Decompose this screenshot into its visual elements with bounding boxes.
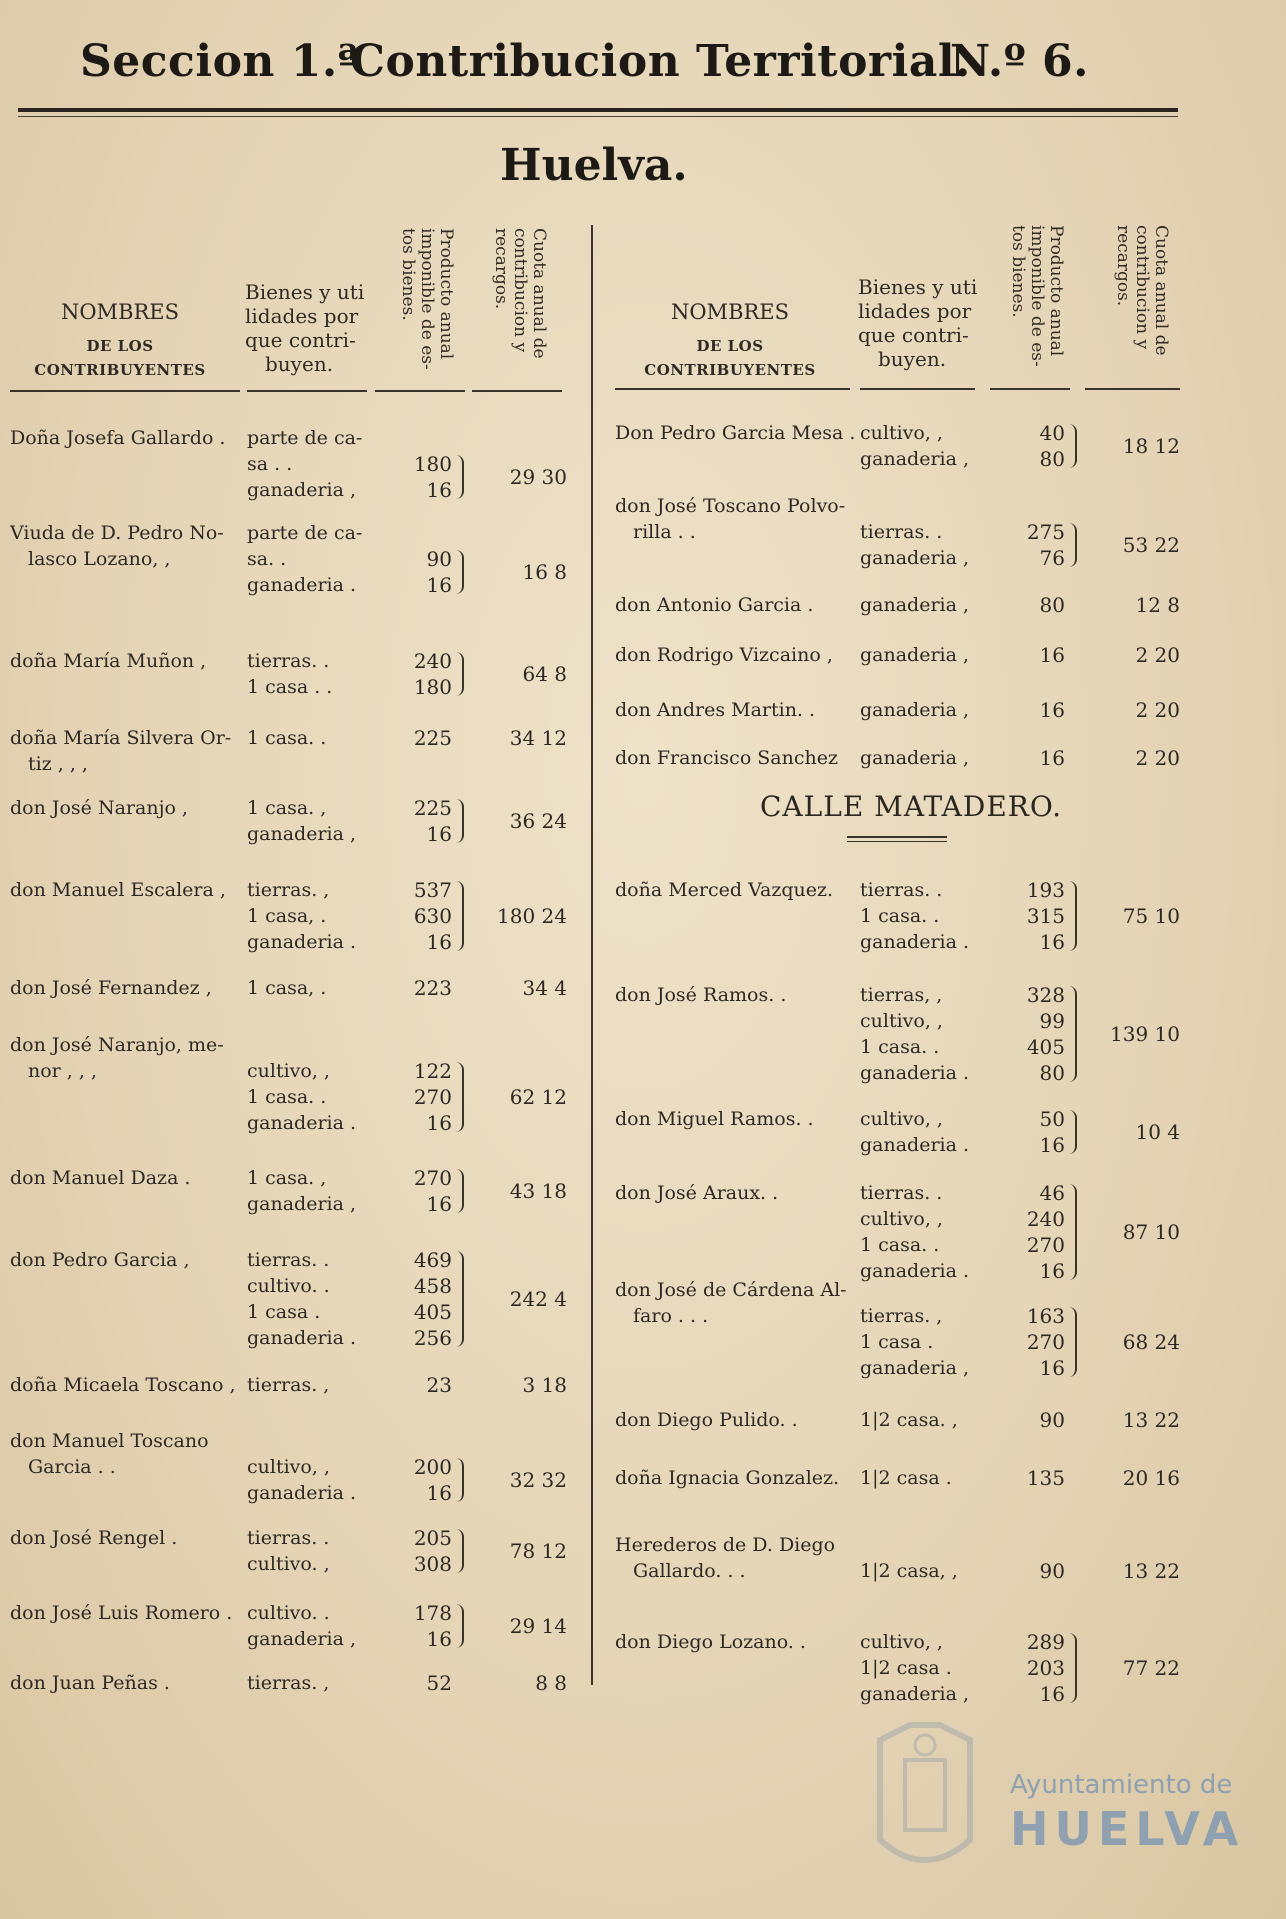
right-entry-goods: ganaderia . — [860, 1134, 970, 1156]
left-entry-quota: 29 30 — [509, 465, 567, 489]
right-entry-value: 99 — [1039, 1009, 1065, 1033]
right-entry-value: 270 — [1026, 1330, 1065, 1354]
left-entry-goods: 1 casa, . — [247, 977, 327, 999]
right-entry-value: 16 — [1039, 1682, 1065, 1706]
header-goods-line: que contri- — [245, 328, 356, 352]
left-entry-quota: 78 12 — [509, 1539, 567, 1563]
left-entry-quota: 29 14 — [509, 1614, 567, 1638]
right-entry-quota: 87 10 — [1122, 1220, 1180, 1244]
header-rule-thin — [18, 116, 1178, 117]
right-entry-goods: 1 casa. . — [860, 1036, 940, 1058]
right-entry-value: 16 — [1039, 746, 1065, 770]
header-underline — [1085, 388, 1180, 390]
right-entry-name: doña Merced Vazquez. — [615, 879, 834, 901]
left-header-product: Producto anual imponible de es- tos bienes. — [398, 228, 456, 370]
right-entry-name: don Miguel Ramos. . — [615, 1108, 814, 1130]
right-entry-quota: 139 10 — [1110, 1022, 1180, 1046]
left-entry-value: 16 — [426, 573, 452, 597]
right-value-brace — [1069, 1110, 1077, 1154]
left-entry-value: 180 — [413, 452, 452, 476]
right-entry-value: 163 — [1026, 1304, 1065, 1328]
right-entry-value: 16 — [1039, 930, 1065, 954]
right-header-goods — [858, 275, 983, 371]
left-entry-value: 52 — [426, 1671, 452, 1695]
right-entry-quota: 2 20 — [1135, 643, 1180, 667]
right-entry-name: don Diego Pulido. . — [615, 1409, 798, 1431]
left-value-brace — [456, 1169, 464, 1213]
right-entry-quota: 18 12 — [1122, 434, 1180, 458]
right-entry-value: 16 — [1039, 643, 1065, 667]
left-entry-goods: ganaderia , — [247, 823, 357, 845]
right-value-brace — [1069, 986, 1077, 1082]
right-entry-goods: 1|2 casa . — [860, 1467, 952, 1489]
left-entry-quota: 62 12 — [509, 1085, 567, 1109]
left-entry-quota: 34 4 — [522, 976, 567, 1000]
left-entry-quota: 34 12 — [509, 726, 567, 750]
left-entry-name: don José Fernandez , — [10, 977, 212, 999]
left-entry-value: 225 — [413, 796, 452, 820]
header-goods-line: lidades por — [245, 304, 359, 328]
right-entry-name: Herederos de D. Diego — [615, 1534, 836, 1556]
header-underline — [472, 390, 562, 392]
right-entry-name: don José Toscano Polvo- — [615, 495, 846, 517]
right-entry-goods: 1|2 casa . — [860, 1657, 952, 1679]
left-entry-goods: sa. . — [247, 548, 287, 570]
left-value-brace — [456, 1604, 464, 1648]
section-rule — [847, 841, 947, 842]
right-entry-name: don Francisco Sanchez — [615, 747, 839, 769]
right-entry-goods: ganaderia . — [860, 1260, 970, 1282]
header-underline — [615, 388, 850, 390]
right-entry-quota: 2 20 — [1135, 698, 1180, 722]
left-entry-name: Garcia . . — [28, 1456, 116, 1478]
left-entry-goods: ganaderia , — [247, 1628, 357, 1650]
header-goods-line: lidades por — [858, 299, 972, 323]
left-entry-value: 122 — [413, 1059, 452, 1083]
right-entry-quota: 20 16 — [1122, 1466, 1180, 1490]
document-number: N.º 6. — [950, 36, 1089, 87]
section-label: Seccion 1.ª — [80, 36, 360, 87]
left-value-brace — [456, 550, 464, 594]
right-entry-name: doña Ignacia Gonzalez. — [615, 1467, 840, 1489]
left-entry-value: 16 — [426, 1627, 452, 1651]
left-entry-value: 16 — [426, 822, 452, 846]
left-entry-name: don Manuel Toscano — [10, 1430, 209, 1452]
left-entry-name: don José Luis Romero . — [10, 1602, 233, 1624]
header-underline — [10, 390, 240, 392]
right-entry-name: don José Araux. . — [615, 1182, 779, 1204]
left-entry-name: Doña Josefa Gallardo . — [10, 427, 226, 449]
right-entry-goods: cultivo, , — [860, 1010, 943, 1032]
left-entry-goods: parte de ca- — [247, 427, 363, 449]
right-entry-value: 90 — [1039, 1559, 1065, 1583]
right-entry-name: don Antonio Garcia . — [615, 594, 814, 616]
right-entry-name: don Andres Martin. . — [615, 699, 816, 721]
document-title: Contribucion Territorial. — [350, 36, 971, 87]
right-entry-goods: tierras. . — [860, 1182, 943, 1204]
left-entry-quota: 3 18 — [522, 1373, 567, 1397]
left-value-brace — [456, 1062, 464, 1132]
left-entry-goods: ganaderia . — [247, 1112, 357, 1134]
left-entry-goods: ganaderia . — [247, 1482, 357, 1504]
header-goods-line: Bienes y uti — [858, 275, 978, 299]
right-entry-goods: tierras. . — [860, 879, 943, 901]
left-header-quota: Cuota anual de contribucion y recargos. — [491, 228, 549, 359]
right-entry-name: faro . . . — [633, 1305, 709, 1327]
left-entry-goods: tierras. , — [247, 1672, 330, 1694]
right-entry-quota: 53 22 — [1122, 533, 1180, 557]
right-entry-goods: ganaderia , — [860, 1683, 970, 1705]
right-entry-name: don José de Cárdena Al- — [615, 1279, 847, 1301]
header-underline — [860, 388, 975, 390]
right-entry-name: rilla . . — [633, 521, 696, 543]
right-entry-value: 270 — [1026, 1233, 1065, 1257]
header-goods-line: Bienes y uti — [245, 280, 365, 304]
right-entry-value: 203 — [1026, 1656, 1065, 1680]
left-entry-goods: tierras. , — [247, 879, 330, 901]
left-entry-goods: 1 casa. . — [247, 727, 327, 749]
left-entry-value: 16 — [426, 1481, 452, 1505]
header-names-line1: NOMBRES — [670, 300, 790, 324]
left-entry-quota: 8 8 — [535, 1671, 567, 1695]
right-entry-name: Don Pedro Garcia Mesa . — [615, 422, 856, 444]
right-value-brace — [1069, 523, 1077, 567]
left-entry-value: 225 — [413, 726, 452, 750]
right-entry-goods: 1|2 casa. , — [860, 1409, 958, 1431]
left-value-brace — [456, 1251, 464, 1347]
watermark-name: Ayuntamiento de — [1010, 1770, 1233, 1800]
left-entry-value: 223 — [413, 976, 452, 1000]
right-entry-goods: cultivo, , — [860, 422, 943, 444]
left-entry-quota: 32 32 — [509, 1468, 567, 1492]
right-entry-goods: tierras, , — [860, 984, 943, 1006]
left-entry-name: Viuda de D. Pedro No- — [10, 522, 224, 544]
right-entry-quota: 13 22 — [1122, 1408, 1180, 1432]
right-entry-name: don Diego Lozano. . — [615, 1631, 806, 1653]
city-title: Huelva. — [500, 140, 688, 191]
left-entry-quota: 242 4 — [509, 1287, 567, 1311]
left-value-brace — [456, 1529, 464, 1573]
right-entry-quota: 2 20 — [1135, 746, 1180, 770]
left-entry-quota: 36 24 — [509, 809, 567, 833]
watermark-city: HUELVA — [1010, 1802, 1245, 1856]
right-entry-value: 80 — [1039, 1061, 1065, 1085]
right-entry-goods: ganaderia , — [860, 1357, 970, 1379]
left-entry-goods: cultivo, , — [247, 1060, 330, 1082]
left-entry-name: don Juan Peñas . — [10, 1672, 170, 1694]
right-entry-goods: 1 casa. . — [860, 905, 940, 927]
right-entry-goods: cultivo, , — [860, 1108, 943, 1130]
header-underline — [375, 390, 465, 392]
left-entry-quota: 16 8 — [522, 560, 567, 584]
left-entry-name: don Manuel Escalera , — [10, 879, 226, 901]
left-entry-name: doña María Silvera Or- — [10, 727, 232, 749]
left-entry-goods: tierras. . — [247, 650, 330, 672]
left-value-brace — [456, 652, 464, 696]
right-entry-goods: ganaderia . — [860, 1062, 970, 1084]
left-entry-value: 16 — [426, 478, 452, 502]
right-entry-value: 240 — [1026, 1207, 1065, 1231]
right-header-product: Producto anual imponible de es- tos bienes. — [1008, 225, 1066, 367]
left-entry-goods: 1 casa. , — [247, 1167, 327, 1189]
right-entry-quota: 77 22 — [1122, 1656, 1180, 1680]
right-header-quota: Cuota anual de contribucion y recargos. — [1113, 225, 1171, 356]
left-entry-goods: 1 casa. . — [247, 1086, 327, 1108]
section-title: CALLE MATADERO. — [760, 790, 1063, 823]
left-entry-goods: cultivo. . — [247, 1275, 330, 1297]
right-entry-goods: tierras. . — [860, 521, 943, 543]
right-value-brace — [1069, 881, 1077, 951]
right-entry-goods: ganaderia , — [860, 644, 970, 666]
left-entry-goods: ganaderia , — [247, 1193, 357, 1215]
left-entry-value: 256 — [413, 1326, 452, 1350]
column-separator — [591, 225, 593, 1685]
right-entry-value: 315 — [1026, 904, 1065, 928]
left-value-brace — [456, 881, 464, 951]
left-entry-goods: 1 casa, . — [247, 905, 327, 927]
left-entry-quota: 43 18 — [509, 1179, 567, 1203]
right-entry-goods: cultivo, , — [860, 1208, 943, 1230]
left-entry-goods: cultivo, , — [247, 1456, 330, 1478]
right-entry-value: 328 — [1026, 983, 1065, 1007]
left-header-goods — [245, 280, 370, 376]
left-entry-name: don Manuel Daza . — [10, 1167, 191, 1189]
left-entry-value: 458 — [413, 1274, 452, 1298]
left-entry-name: don José Naranjo, me- — [10, 1034, 224, 1056]
left-entry-name: doña María Muñon , — [10, 650, 207, 672]
left-entry-value: 205 — [413, 1526, 452, 1550]
left-entry-quota: 180 24 — [497, 904, 567, 928]
right-entry-value: 16 — [1039, 1259, 1065, 1283]
right-entry-value: 50 — [1039, 1107, 1065, 1131]
left-entry-name: don José Rengel . — [10, 1527, 178, 1549]
left-entry-goods: ganaderia . — [247, 574, 357, 596]
left-entry-value: 630 — [413, 904, 452, 928]
header-names-line2: DE LOS CONTRIBUYENTES — [644, 337, 816, 379]
left-entry-goods: 1 casa. , — [247, 797, 327, 819]
left-entry-goods: sa . . — [247, 453, 293, 475]
right-entry-goods: ganaderia , — [860, 594, 970, 616]
right-entry-quota: 12 8 — [1135, 593, 1180, 617]
right-entry-quota: 10 4 — [1135, 1120, 1180, 1144]
right-entry-goods: 1 casa. . — [860, 1234, 940, 1256]
left-entry-goods: cultivo. . — [247, 1602, 330, 1624]
left-entry-value: 405 — [413, 1300, 452, 1324]
right-entry-value: 405 — [1026, 1035, 1065, 1059]
header-goods-line: buyen. — [265, 352, 334, 376]
right-entry-value: 90 — [1039, 1408, 1065, 1432]
left-entry-goods: tierras. , — [247, 1374, 330, 1396]
left-entry-value: 200 — [413, 1455, 452, 1479]
right-value-brace — [1069, 424, 1077, 468]
left-entry-value: 180 — [413, 675, 452, 699]
left-entry-value: 469 — [413, 1248, 452, 1272]
right-entry-value: 80 — [1039, 447, 1065, 471]
left-entry-value: 537 — [413, 878, 452, 902]
section-rule — [847, 836, 947, 838]
right-entry-goods: 1 casa . — [860, 1331, 934, 1353]
left-entry-value: 270 — [413, 1166, 452, 1190]
right-entry-name: don José Ramos. . — [615, 984, 787, 1006]
left-entry-name: don Pedro Garcia , — [10, 1249, 190, 1271]
right-entry-name: don Rodrigo Vizcaino , — [615, 644, 833, 666]
left-entry-goods: ganaderia . — [247, 1327, 357, 1349]
left-value-brace — [456, 1458, 464, 1502]
left-entry-value: 240 — [413, 649, 452, 673]
left-entry-goods: cultivo. , — [247, 1553, 330, 1575]
left-entry-name: don José Naranjo , — [10, 797, 188, 819]
header-goods-line: que contri- — [858, 323, 969, 347]
left-entry-value: 270 — [413, 1085, 452, 1109]
right-entry-goods: ganaderia , — [860, 448, 970, 470]
left-entry-quota: 64 8 — [522, 662, 567, 686]
left-entry-value: 178 — [413, 1601, 452, 1625]
right-entry-value: 46 — [1039, 1181, 1065, 1205]
left-entry-name: nor , , , — [28, 1060, 97, 1082]
right-value-brace — [1069, 1307, 1077, 1377]
left-header-names — [10, 300, 230, 382]
right-entry-value: 16 — [1039, 1356, 1065, 1380]
left-entry-goods: ganaderia , — [247, 479, 357, 501]
left-entry-value: 16 — [426, 1192, 452, 1216]
header-names-line1: NOMBRES — [60, 300, 180, 324]
right-entry-goods: 1|2 casa, , — [860, 1560, 958, 1582]
right-entry-value: 135 — [1026, 1466, 1065, 1490]
left-entry-name: lasco Lozano, , — [28, 548, 171, 570]
right-entry-goods: ganaderia , — [860, 747, 970, 769]
left-entry-value: 23 — [426, 1373, 452, 1397]
header-underline — [247, 390, 367, 392]
right-entry-goods: ganaderia , — [860, 699, 970, 721]
right-entry-quota: 13 22 — [1122, 1559, 1180, 1583]
right-entry-name: Gallardo. . . — [633, 1560, 746, 1582]
left-entry-goods: 1 casa . . — [247, 676, 333, 698]
right-value-brace — [1069, 1184, 1077, 1280]
left-entry-value: 308 — [413, 1552, 452, 1576]
left-entry-goods: tierras. . — [247, 1249, 330, 1271]
city-seal-icon — [870, 1720, 1250, 1880]
right-entry-goods: tierras. , — [860, 1305, 943, 1327]
right-entry-value: 289 — [1026, 1630, 1065, 1654]
left-value-brace — [456, 799, 464, 843]
left-entry-goods: tierras. . — [247, 1527, 330, 1549]
left-entry-name: tiz , , , — [28, 753, 88, 775]
left-entry-value: 90 — [426, 547, 452, 571]
left-entry-goods: parte de ca- — [247, 522, 363, 544]
header-rule — [18, 108, 1178, 112]
left-entry-goods: ganaderia . — [247, 931, 357, 953]
right-entry-value: 80 — [1039, 593, 1065, 617]
right-entry-goods: ganaderia , — [860, 547, 970, 569]
right-header-names — [615, 300, 845, 382]
header-names-line2: DE LOS CONTRIBUYENTES — [34, 337, 206, 379]
right-entry-value: 76 — [1039, 546, 1065, 570]
left-value-brace — [456, 455, 464, 499]
right-entry-value: 16 — [1039, 698, 1065, 722]
right-entry-goods: cultivo, , — [860, 1631, 943, 1653]
left-entry-value: 16 — [426, 930, 452, 954]
right-entry-goods: ganaderia . — [860, 931, 970, 953]
header-goods-line: buyen. — [878, 347, 947, 371]
right-entry-value: 16 — [1039, 1133, 1065, 1157]
right-entry-quota: 68 24 — [1122, 1330, 1180, 1354]
right-entry-value: 275 — [1026, 520, 1065, 544]
right-value-brace — [1069, 1633, 1077, 1703]
right-entry-value: 193 — [1026, 878, 1065, 902]
right-entry-value: 40 — [1039, 421, 1065, 445]
header-underline — [990, 388, 1070, 390]
right-entry-quota: 75 10 — [1122, 904, 1180, 928]
left-entry-name: doña Micaela Toscano , — [10, 1374, 236, 1396]
left-entry-value: 16 — [426, 1111, 452, 1135]
left-entry-goods: 1 casa . — [247, 1301, 321, 1323]
